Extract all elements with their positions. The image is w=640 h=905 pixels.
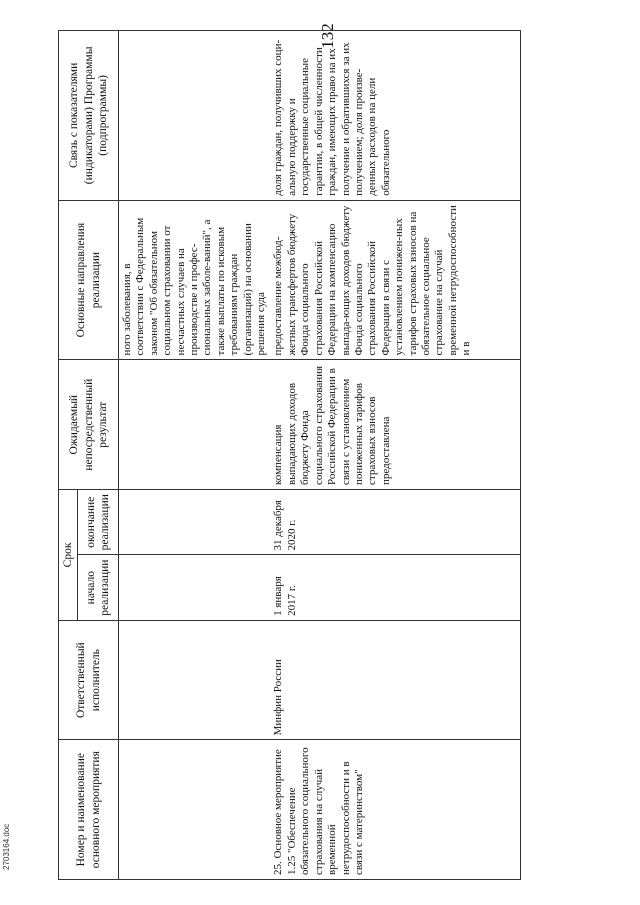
start-date-cell: 1 января 2017 г. [270,555,520,620]
cell [119,489,271,554]
table-row [270,31,520,880]
page-number: 132 [317,23,337,49]
header-result: Ожидаемый непосредственный результат [59,360,119,490]
cont-directions-cell: ного заболевания, в соответствии с Федеральным законом "Об обязательном социальном страховании от несчастных случаев на производстве и профес-сиональных заболе-ваний", а также выплаты по исковым требованиям граждан (организаций) на основании решения суда [119,200,271,360]
cell [119,31,271,201]
header-term: Срок [59,489,78,620]
result-cell: компенсация выпадающих доходов бюджету Фонда социального страхования Российской Федерации в связи с установлением пониженных тарифов страховых взносов предоставлена [270,360,520,490]
directions-cell: предоставление межбюд-жетных трансфертов бюджету Фонда социального страхования Российской Федерации на компенсацию выпада-ющих доходов бюджету Фонда социального страхования Российской Федерации в связи с установлением понижен-ных тарифов страховых взносов на обязательное социальное страхование на случай временной нетрудоспособности и в [270,200,520,360]
header-end: окончание реализации [78,489,119,554]
header-indicators: Связь с показателями (индикаторами) Программы (подпрограммы) [59,31,119,201]
header-directions: Основные направления реализации [59,200,119,360]
table-row [119,31,271,880]
footer-doc-code: 2703164.doc [2,823,11,870]
rotated-sheet [58,30,588,880]
cell [119,555,271,620]
program-table [58,30,521,880]
cell [119,740,271,880]
header-start: начало реализации [78,555,119,620]
cell [119,360,271,490]
indicators-cell: доля граждан, получивших соци-альную поддержку и государственные социальные гарантии, в общей численности граждан, имеющих право на их получение и обратившихся за их получением; доля произве-денных расходов на цели обязательного [270,31,520,201]
measure-name-cell: 25. Основное мероприятие 1.25 "Обеспечение обязательного социального страхования на случай временной нетрудоспособности и в связи с материнством" [270,740,520,880]
end-date-cell: 31 декабря 2020 г. [270,489,520,554]
executor-cell: Минфин России [270,620,520,740]
cell [119,620,271,740]
header-number-name: Номер и наименование основного мероприятия [59,740,119,880]
header-executor: Ответственный исполнитель [59,620,119,740]
